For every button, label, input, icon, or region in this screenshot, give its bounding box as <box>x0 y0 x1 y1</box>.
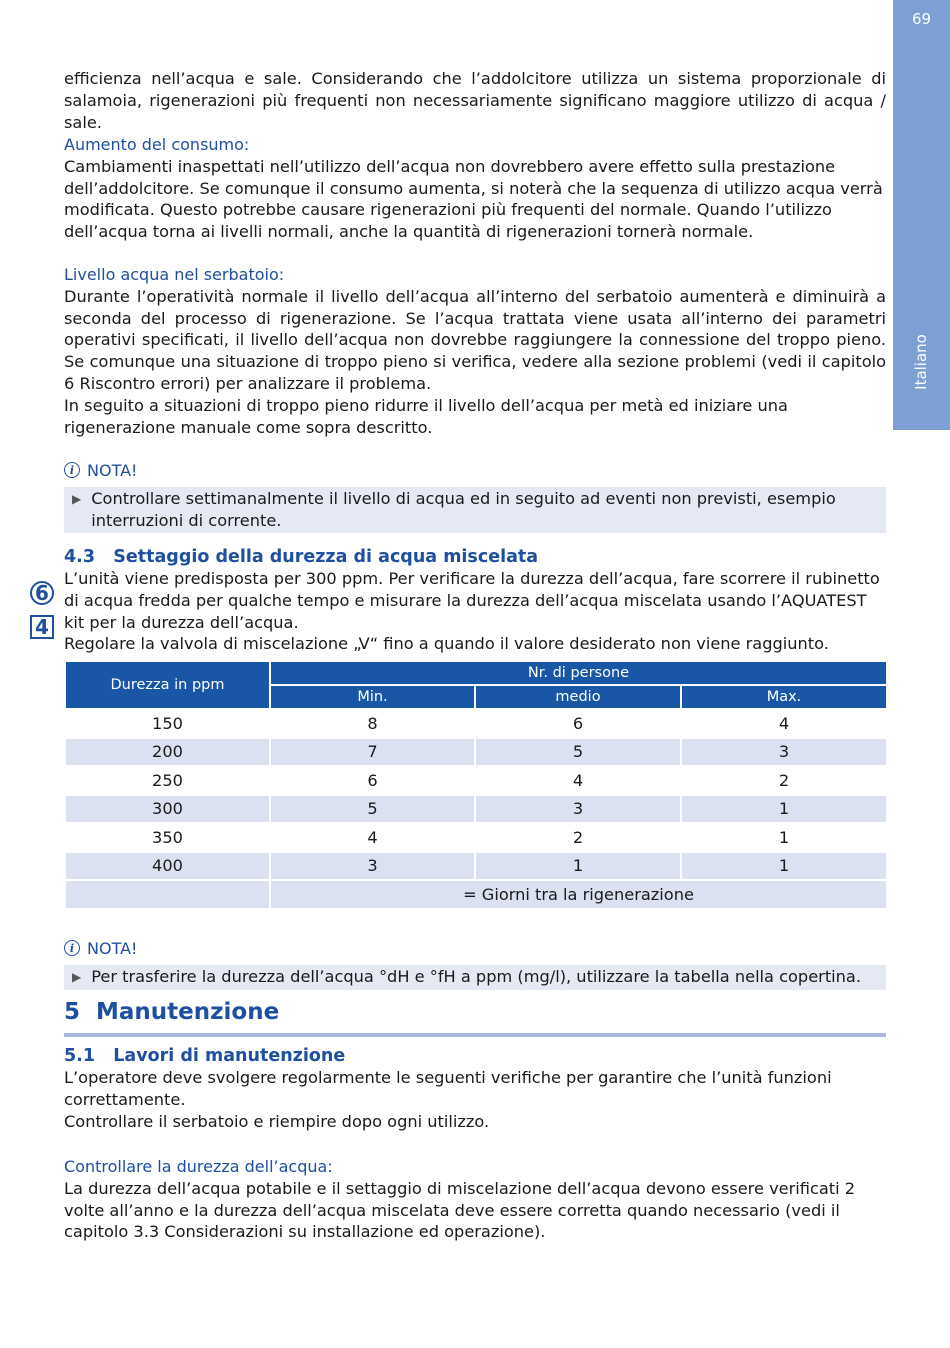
livello-text: Durante l’operatività normale il livello dell’acqua all’interno del serbatoio aumenterà e diminuirà a seconda del processo di rigenerazione. Se l’acqua trattata viene usata all’interno dei parametri operativi specificati, il livello dell’acqua non dovrebbe raggiungere la connessione del troppo pieno. Se comunque una situazione di troppo pieno si verifica, vedere alla sezione problemi (vedi il capitolo 6 Riscontro errori) per analizzare il problema. <box>64 286 886 393</box>
durezza-heading: Controllare la durezza dell’acqua: <box>64 1157 333 1176</box>
cell-min: 8 <box>270 709 475 738</box>
page-number: 69 <box>911 10 932 28</box>
section-4-3-text: L’unità viene predisposta per 300 ppm. Per verificare la durezza dell’acqua, fare scorrere il rubinetto di acqua fredda per qualche tempo e misurare la durezza dell’acqua miscelata usando l’AQUATEST kit per la durezza dell’acqua. <box>64 569 880 632</box>
hardness-table <box>64 660 888 910</box>
consumo-text: Cambiamenti inaspettati nell’utilizzo dell’acqua non dovrebbero avere effetto sulla prestazione dell’addolcitore. Se comunque il consumo aumenta, si noterà che la sequenza di utilizzo acqua verrà modificata. Questo potrebbe causare rigenerazioni più frequenti del normale. Quando l’utilizzo dell’acqua torna ai livelli normali, anche la quantità di rigenerazioni tornerà normale. <box>64 156 883 242</box>
intro-text: efficienza nell’acqua e sale. Considerando che l’addolcitore utilizza un sistema proporzionale di salamoia, rigenerazioni più frequenti non necessariamente significano maggiore utilizzo di acqua / sale. <box>64 69 886 132</box>
cell-hardness: 400 <box>65 852 270 881</box>
section-4-3 <box>64 546 886 655</box>
cell-hardness: 350 <box>65 823 270 852</box>
livello-text-2: In seguito a situazioni di troppo pieno ridurre il livello dell’acqua per metà ed iniziare una rigenerazione manuale come sopra descritto. <box>64 395 788 437</box>
footer-note: = Giorni tra la rigenerazione <box>270 880 887 909</box>
cell-max: 2 <box>681 766 887 795</box>
cell-medio: 4 <box>475 766 681 795</box>
header-persons: Nr. di persone <box>270 661 887 685</box>
language-label: Italiano <box>912 334 930 390</box>
cell-hardness: 200 <box>65 738 270 767</box>
cell-medio: 1 <box>475 852 681 881</box>
cell-medio: 6 <box>475 709 681 738</box>
note-1-box <box>64 487 886 533</box>
intro-block <box>64 68 886 133</box>
note-1-label: NOTA! <box>87 460 138 480</box>
cell-min: 6 <box>270 766 475 795</box>
header-max: Max. <box>681 685 887 709</box>
info-icon: i <box>64 462 80 478</box>
section-5-1 <box>64 1045 886 1132</box>
chapter-5-title: 5 Manutenzione <box>64 999 280 1025</box>
info-icon: i <box>64 940 80 956</box>
footer-empty-cell <box>65 880 270 909</box>
chapter-badge-square: 4 <box>30 615 54 639</box>
cell-hardness: 250 <box>65 766 270 795</box>
triangle-bullet-icon: ▶ <box>72 970 82 984</box>
section-4-3-text-2: Regolare la valvola di miscelazione „V“ fino a quando il valore desiderato non viene raggiunto. <box>64 634 829 654</box>
cell-min: 4 <box>270 823 475 852</box>
cell-max: 3 <box>681 738 887 767</box>
chapter-divider <box>64 1033 886 1037</box>
triangle-bullet-icon: ▶ <box>72 492 82 506</box>
consumo-block <box>64 134 886 243</box>
chapter-badge-circle: 6 <box>30 581 54 605</box>
note-1-title <box>64 458 886 482</box>
note-2 <box>64 936 886 990</box>
cell-hardness: 150 <box>65 709 270 738</box>
header-hardness: Durezza in ppm <box>65 661 270 709</box>
cell-min: 7 <box>270 738 475 767</box>
note-2-title <box>64 936 886 960</box>
table-footer-row <box>65 880 887 909</box>
chapter-5 <box>64 997 886 1037</box>
header-min: Min. <box>270 685 475 709</box>
table-row <box>65 738 887 767</box>
cell-min: 5 <box>270 795 475 824</box>
table-row <box>65 709 887 738</box>
livello-heading: Livello acqua nel serbatoio: <box>64 265 285 284</box>
table-row <box>65 823 887 852</box>
section-4-3-title: 4.3 Settaggio della durezza di acqua miscelata <box>64 547 539 567</box>
cell-medio: 3 <box>475 795 681 824</box>
cell-medio: 5 <box>475 738 681 767</box>
cell-medio: 2 <box>475 823 681 852</box>
note-2-text: Per trasferire la durezza dell’acqua °dH e °fH a ppm (mg/l), utilizzare la tabella nella copertina. <box>91 967 861 986</box>
cell-min: 3 <box>270 852 475 881</box>
durezza-block <box>64 1156 886 1243</box>
cell-max: 4 <box>681 709 887 738</box>
section-5-1-text: L’operatore deve svolgere regolarmente le seguenti verifiche per garantire che l’unità funzioni correttamente. <box>64 1068 832 1109</box>
note-2-box <box>64 965 886 990</box>
consumo-heading: Aumento del consumo: <box>64 135 250 154</box>
table-row <box>65 795 887 824</box>
note-1-text: Controllare settimanalmente il livello di acqua ed in seguito ad eventi non previsti, esempio interruzioni di corrente. <box>91 489 836 530</box>
note-1 <box>64 458 886 533</box>
section-5-1-text-2: Controllare il serbatoio e riempire dopo ogni utilizzo. <box>64 1111 490 1131</box>
cell-hardness: 300 <box>65 795 270 824</box>
durezza-text: La durezza dell’acqua potabile e il settaggio di miscelazione dell’acqua devono essere verificati 2 volte all’anno e la durezza dell’acqua miscelata deve essere corretta quando necessario (vedi il capitolo 3.3 Considerazioni su installazione ed operazione). <box>64 1178 856 1242</box>
section-5-1-title: 5.1 Lavori di manutenzione <box>64 1046 346 1066</box>
note-2-label: NOTA! <box>87 938 138 958</box>
cell-max: 1 <box>681 795 887 824</box>
cell-max: 1 <box>681 823 887 852</box>
cell-max: 1 <box>681 852 887 881</box>
livello-block <box>64 264 886 438</box>
header-medio: medio <box>475 685 681 709</box>
table-row <box>65 766 887 795</box>
table-row <box>65 852 887 881</box>
